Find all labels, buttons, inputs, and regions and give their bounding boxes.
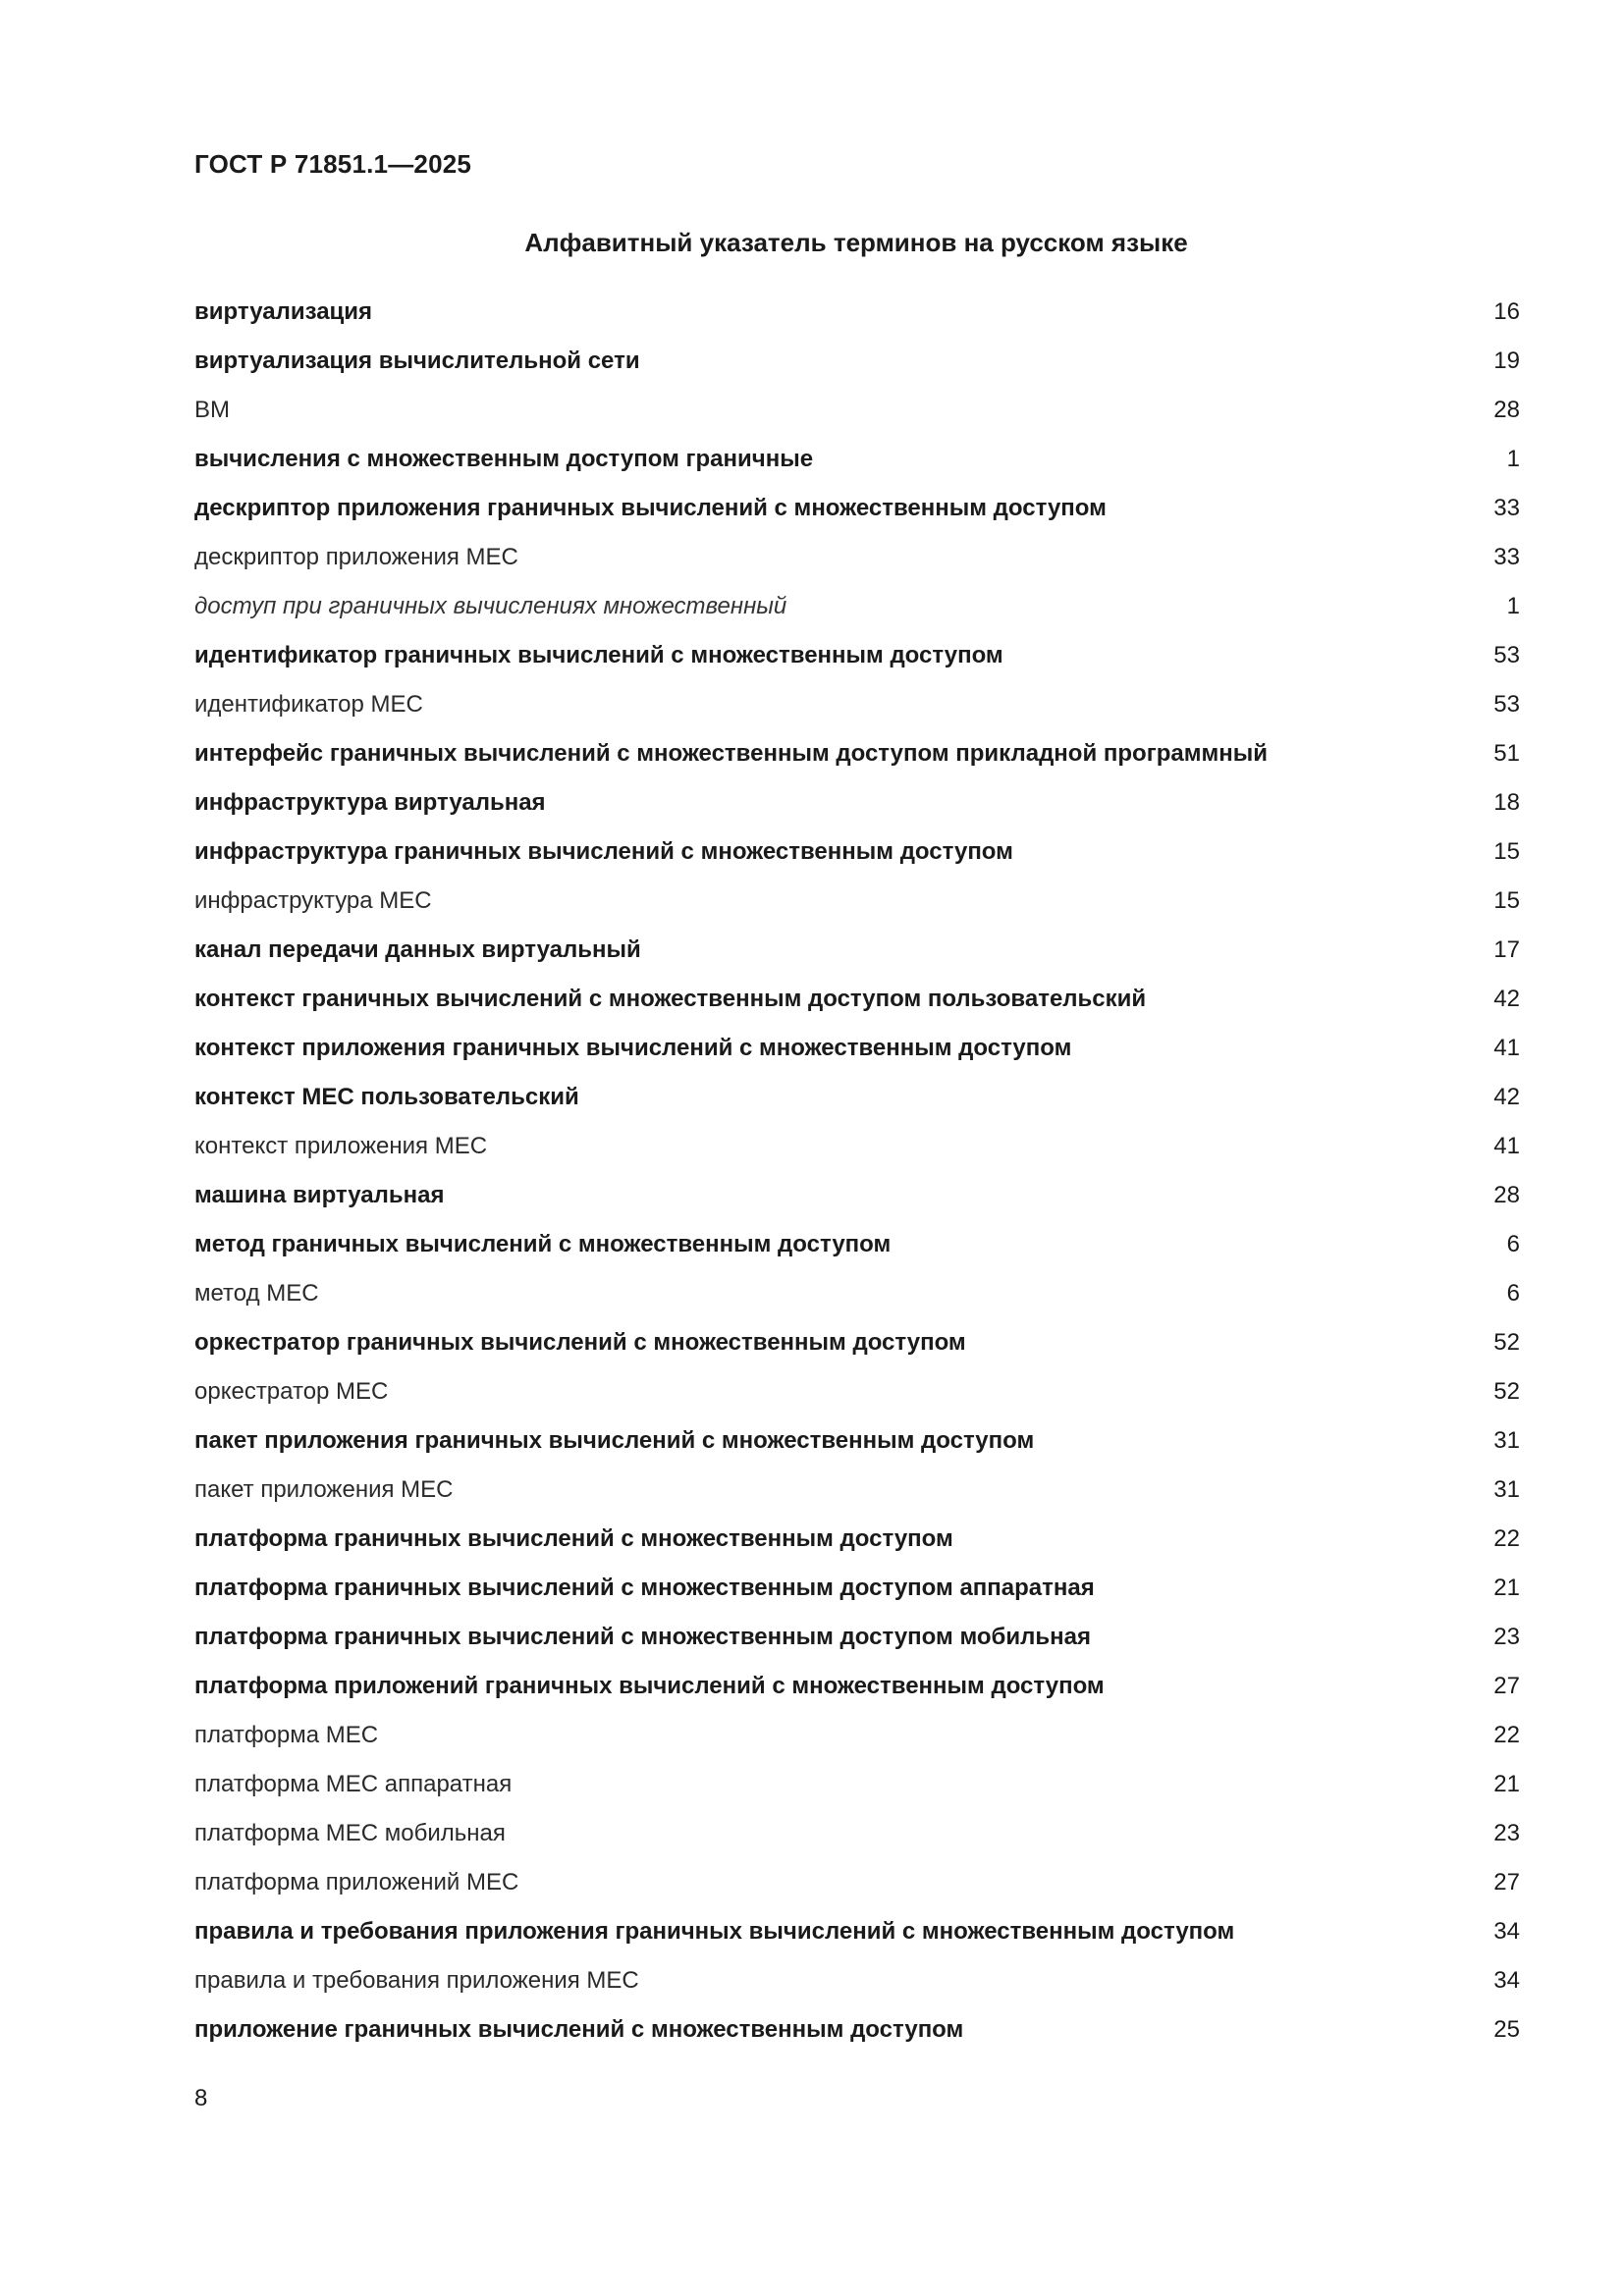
index-entry bbox=[194, 687, 1520, 736]
index-entry bbox=[194, 933, 1520, 982]
index-term: платформа МЕС мобильная bbox=[194, 1820, 506, 1846]
index-entry bbox=[194, 1374, 1520, 1423]
index-entry bbox=[194, 1276, 1520, 1325]
index-entry bbox=[194, 1031, 1520, 1080]
index-term: правила и требования приложения МЕС bbox=[194, 1967, 639, 1994]
index-page-ref: 22 bbox=[1493, 1525, 1520, 1552]
index-entry bbox=[194, 1571, 1520, 1620]
index-term: интерфейс граничных вычислений с множественным доступом прикладной программный bbox=[194, 740, 1268, 767]
term-index-list bbox=[194, 294, 1520, 2061]
index-term: машина виртуальная bbox=[194, 1182, 445, 1208]
index-term: контекст МЕС пользовательский bbox=[194, 1084, 579, 1110]
index-entry bbox=[194, 1129, 1520, 1178]
index-page-ref: 33 bbox=[1493, 495, 1520, 521]
index-entry bbox=[194, 1963, 1520, 2012]
index-title: Алфавитный указатель терминов на русском языке bbox=[524, 228, 1188, 257]
index-entry bbox=[194, 785, 1520, 834]
index-term: платформа МЕС аппаратная bbox=[194, 1771, 513, 1797]
page-number: 8 bbox=[194, 2085, 208, 2111]
index-page-ref: 25 bbox=[1493, 2016, 1520, 2043]
index-entry bbox=[194, 294, 1520, 344]
index-page-ref: 31 bbox=[1493, 1476, 1520, 1503]
index-entry bbox=[194, 1325, 1520, 1374]
index-term: платформа МЕС bbox=[194, 1722, 379, 1748]
index-page-ref: 15 bbox=[1493, 838, 1520, 865]
index-page-ref: 42 bbox=[1493, 1084, 1520, 1110]
index-entry bbox=[194, 638, 1520, 687]
index-entry bbox=[194, 1080, 1520, 1129]
index-page-ref: 42 bbox=[1493, 986, 1520, 1012]
index-term: платформа граничных вычислений с множественным доступом аппаратная bbox=[194, 1575, 1095, 1601]
index-term: виртуализация bbox=[194, 298, 373, 325]
index-term: платформа приложений МЕС bbox=[194, 1869, 519, 1896]
index-page-ref: 34 bbox=[1493, 1918, 1520, 1945]
index-page-ref: 51 bbox=[1493, 740, 1520, 767]
index-term: идентификатор граничных вычислений с множественным доступом bbox=[194, 642, 1003, 668]
index-term: инфраструктура МЕС bbox=[194, 887, 432, 914]
index-entry bbox=[194, 883, 1520, 933]
index-page-ref: 17 bbox=[1493, 936, 1520, 963]
index-term: правила и требования приложения граничных вычислений с множественным доступом bbox=[194, 1918, 1235, 1945]
index-page-ref: 6 bbox=[1506, 1231, 1520, 1257]
index-page-ref: 21 bbox=[1493, 1575, 1520, 1601]
index-entry bbox=[194, 1472, 1520, 1522]
index-entry bbox=[194, 736, 1520, 785]
index-entry bbox=[194, 1178, 1520, 1227]
index-term: инфраструктура граничных вычислений с множественным доступом bbox=[194, 838, 1013, 865]
index-page-ref: 33 bbox=[1493, 544, 1520, 570]
index-term: пакет приложения МЕС bbox=[194, 1476, 454, 1503]
index-term: оркестратор граничных вычислений с множественным доступом bbox=[194, 1329, 966, 1356]
index-page-ref: 1 bbox=[1506, 446, 1520, 472]
index-term: инфраструктура виртуальная bbox=[194, 789, 546, 816]
index-page-ref: 31 bbox=[1493, 1427, 1520, 1454]
index-term: контекст приложения граничных вычислений с множественным доступом bbox=[194, 1035, 1072, 1061]
index-term: приложение граничных вычислений с множественным доступом bbox=[194, 2016, 964, 2043]
index-term: доступ при граничных вычислениях множественный bbox=[194, 593, 787, 619]
index-entry bbox=[194, 1620, 1520, 1669]
index-term: пакет приложения граничных вычислений с множественным доступом bbox=[194, 1427, 1035, 1454]
index-page-ref: 23 bbox=[1493, 1624, 1520, 1650]
index-page-ref: 41 bbox=[1493, 1035, 1520, 1061]
index-page-ref: 52 bbox=[1493, 1329, 1520, 1356]
index-page-ref: 6 bbox=[1506, 1280, 1520, 1307]
index-term: контекст граничных вычислений с множественным доступом пользовательский bbox=[194, 986, 1147, 1012]
index-term: метод граничных вычислений с множественным доступом bbox=[194, 1231, 892, 1257]
index-entry bbox=[194, 1423, 1520, 1472]
index-entry bbox=[194, 540, 1520, 589]
index-page-ref: 52 bbox=[1493, 1378, 1520, 1405]
index-entry bbox=[194, 1816, 1520, 1865]
index-entry bbox=[194, 1227, 1520, 1276]
index-page-ref: 53 bbox=[1493, 691, 1520, 718]
index-page-ref: 15 bbox=[1493, 887, 1520, 914]
index-entry bbox=[194, 491, 1520, 540]
index-page-ref: 23 bbox=[1493, 1820, 1520, 1846]
index-page-ref: 27 bbox=[1493, 1673, 1520, 1699]
index-entry bbox=[194, 393, 1520, 442]
index-page-ref: 27 bbox=[1493, 1869, 1520, 1896]
index-entry bbox=[194, 982, 1520, 1031]
index-page-ref: 22 bbox=[1493, 1722, 1520, 1748]
index-page-ref: 53 bbox=[1493, 642, 1520, 668]
index-page-ref: 19 bbox=[1493, 347, 1520, 374]
index-term: идентификатор МЕС bbox=[194, 691, 423, 718]
index-entry bbox=[194, 2012, 1520, 2061]
index-entry bbox=[194, 1718, 1520, 1767]
index-term: метод МЕС bbox=[194, 1280, 319, 1307]
document-code: ГОСТ Р 71851.1—2025 bbox=[194, 149, 472, 179]
index-term: оркестратор МЕС bbox=[194, 1378, 389, 1405]
index-page-ref: 28 bbox=[1493, 397, 1520, 423]
index-entry bbox=[194, 589, 1520, 638]
index-term: канал передачи данных виртуальный bbox=[194, 936, 641, 963]
index-term: платформа граничных вычислений с множественным доступом мобильная bbox=[194, 1624, 1091, 1650]
index-entry bbox=[194, 1669, 1520, 1718]
index-term: дескриптор приложения граничных вычислений с множественным доступом bbox=[194, 495, 1107, 521]
index-page-ref: 16 bbox=[1493, 298, 1520, 325]
index-term: дескриптор приложения МЕС bbox=[194, 544, 518, 570]
index-page-ref: 28 bbox=[1493, 1182, 1520, 1208]
index-page-ref: 34 bbox=[1493, 1967, 1520, 1994]
index-term: ВМ bbox=[194, 397, 230, 423]
index-term: виртуализация вычислительной сети bbox=[194, 347, 640, 374]
index-term: платформа граничных вычислений с множественным доступом bbox=[194, 1525, 953, 1552]
index-entry bbox=[194, 1522, 1520, 1571]
index-entry bbox=[194, 1914, 1520, 1963]
index-term: контекст приложения МЕС bbox=[194, 1133, 488, 1159]
index-term: платформа приложений граничных вычислений с множественным доступом bbox=[194, 1673, 1105, 1699]
index-page-ref: 1 bbox=[1506, 593, 1520, 619]
index-entry bbox=[194, 834, 1520, 883]
index-entry bbox=[194, 344, 1520, 393]
index-page-ref: 41 bbox=[1493, 1133, 1520, 1159]
index-entry bbox=[194, 442, 1520, 491]
index-page-ref: 18 bbox=[1493, 789, 1520, 816]
index-entry bbox=[194, 1865, 1520, 1914]
index-term: вычисления с множественным доступом граничные bbox=[194, 446, 814, 472]
index-entry bbox=[194, 1767, 1520, 1816]
index-page-ref: 21 bbox=[1493, 1771, 1520, 1797]
